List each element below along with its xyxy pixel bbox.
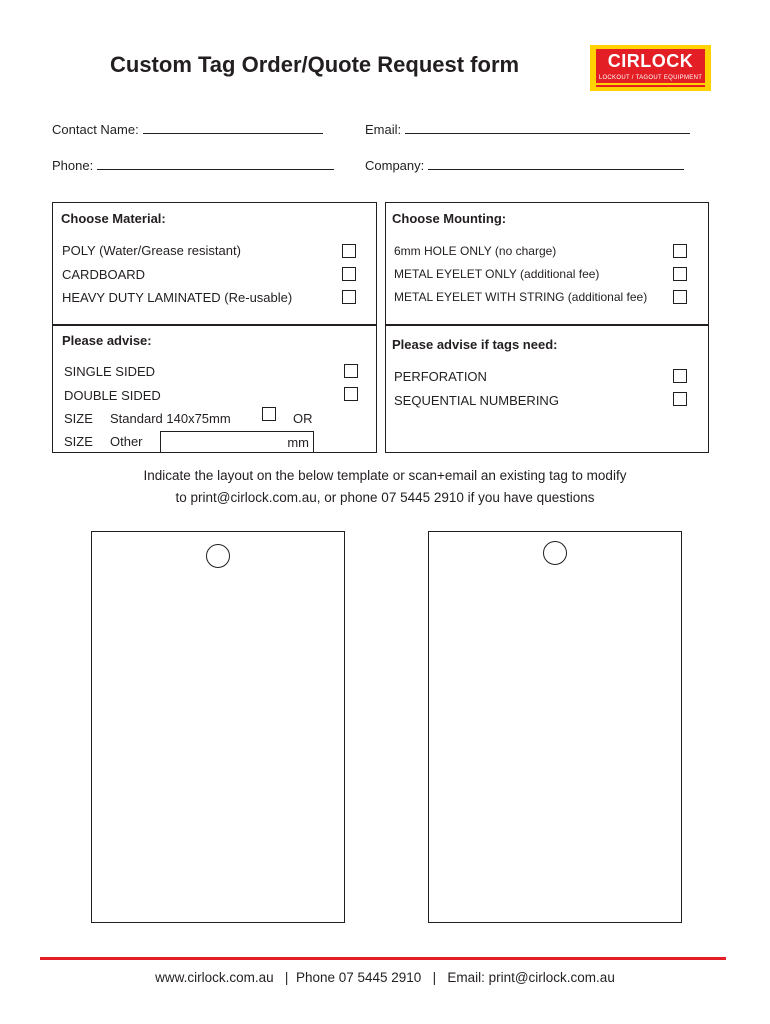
mounting-eyelet-string-checkbox[interactable] xyxy=(673,290,687,304)
size-other-unit: mm xyxy=(287,435,309,450)
right-box-divider xyxy=(385,324,709,326)
size-other-label: Other xyxy=(110,434,143,449)
double-sided-checkbox[interactable] xyxy=(344,387,358,401)
contact-name-label: Contact Name: xyxy=(52,122,139,137)
material-cardboard-checkbox[interactable] xyxy=(342,267,356,281)
mounting-eyelet-checkbox[interactable] xyxy=(673,267,687,281)
advise-option-double: DOUBLE SIDED xyxy=(64,388,161,403)
numbering-checkbox[interactable] xyxy=(673,392,687,406)
logo-wordmark: CIRLOCK xyxy=(596,49,705,73)
footer-contact: www.cirlock.com.au | Phone 07 5445 2910 | Email: print@cirlock.com.au xyxy=(155,970,615,985)
size-label: SIZE xyxy=(64,411,93,426)
material-title: Choose Material: xyxy=(61,211,166,226)
size-label-other: SIZE xyxy=(64,434,93,449)
advise-title: Please advise: xyxy=(62,333,152,348)
perforation-checkbox[interactable] xyxy=(673,369,687,383)
size-other-input[interactable] xyxy=(160,431,314,453)
material-option-laminated: HEAVY DUTY LAMINATED (Re-usable) xyxy=(62,290,293,305)
tags-need-title: Please advise if tags need: xyxy=(392,337,558,352)
mounting-option-hole: 6mm HOLE ONLY (no charge) xyxy=(394,244,557,258)
tags-option-perforation: PERFORATION xyxy=(394,369,487,384)
cirlock-logo xyxy=(590,45,711,91)
mounting-option-eyelet: METAL EYELET ONLY (additional fee) xyxy=(394,267,600,281)
phone-line[interactable] xyxy=(97,158,334,170)
instructions-line-1: Indicate the layout on the below template or scan+email an existing tag to modify xyxy=(143,468,627,483)
logo-tagline: LOCKOUT / TAGOUT EQUIPMENT xyxy=(596,73,705,83)
footer-divider xyxy=(40,957,726,960)
advise-option-single: SINGLE SIDED xyxy=(64,364,156,379)
tag-hole-icon xyxy=(543,541,567,565)
company-label: Company: xyxy=(365,158,425,173)
email-label: Email: xyxy=(365,122,402,137)
company-field[interactable] xyxy=(365,158,684,173)
material-laminated-checkbox[interactable] xyxy=(342,290,356,304)
tag-template-back[interactable] xyxy=(428,531,682,923)
phone-label: Phone: xyxy=(52,158,94,173)
email-line[interactable] xyxy=(405,122,690,134)
material-option-cardboard: CARDBOARD xyxy=(62,267,146,282)
tag-hole-icon xyxy=(206,544,230,568)
size-standard-checkbox[interactable] xyxy=(262,407,276,421)
material-option-poly: POLY (Water/Grease resistant) xyxy=(62,243,241,258)
single-sided-checkbox[interactable] xyxy=(344,364,358,378)
mounting-title: Choose Mounting: xyxy=(392,211,507,226)
size-or-label: OR xyxy=(293,411,313,426)
phone-field[interactable] xyxy=(52,158,334,173)
email-field[interactable] xyxy=(365,122,690,137)
mounting-tags-box xyxy=(385,202,709,453)
mounting-hole-checkbox[interactable] xyxy=(673,244,687,258)
left-box-divider xyxy=(52,324,377,326)
logo-stripe xyxy=(596,85,705,87)
contact-name-line[interactable] xyxy=(143,122,323,134)
tag-template-front[interactable] xyxy=(91,531,345,923)
tags-option-numbering: SEQUENTIAL NUMBERING xyxy=(394,393,559,408)
size-standard-label: Standard 140x75mm xyxy=(110,411,231,426)
contact-name-field[interactable] xyxy=(52,122,323,137)
page-title: Custom Tag Order/Quote Request form xyxy=(110,52,520,77)
mounting-option-eyelet-string: METAL EYELET WITH STRING (additional fee) xyxy=(394,290,648,304)
instructions-line-2: to print@cirlock.com.au, or phone 07 5445 2910 if you have questions xyxy=(175,490,595,505)
company-line[interactable] xyxy=(428,158,684,170)
material-poly-checkbox[interactable] xyxy=(342,244,356,258)
